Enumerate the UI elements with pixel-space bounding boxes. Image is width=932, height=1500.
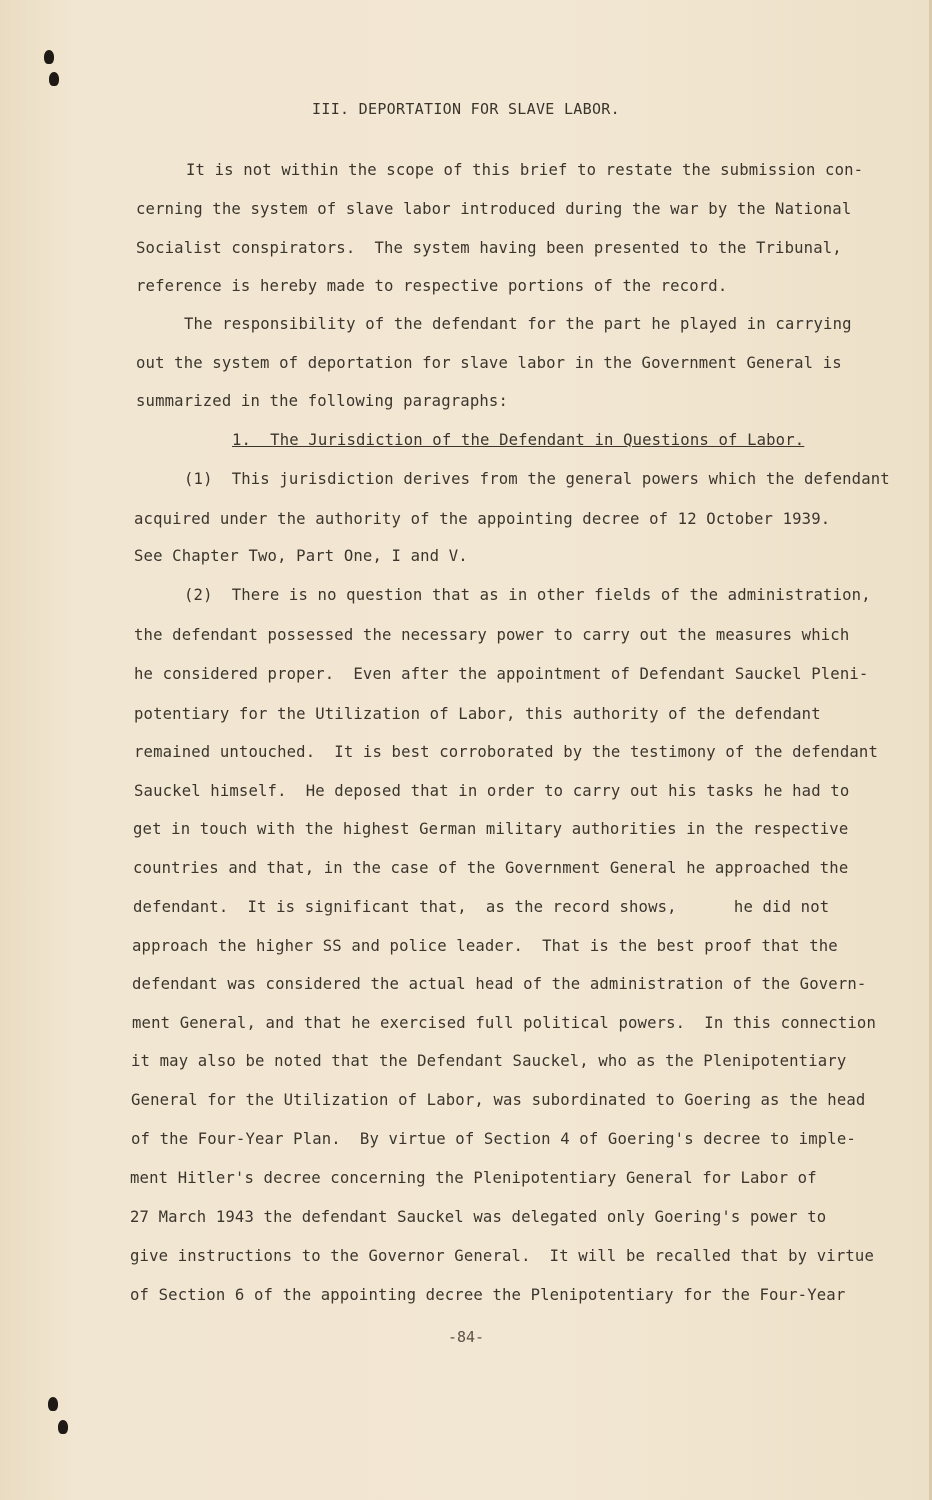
punch-hole-bottom-2 [58, 1420, 68, 1434]
page-number: -84- [447, 1328, 485, 1346]
text-line: It is not within the scope of this brief to restate the submission con- [186, 161, 864, 179]
subsection-heading: 1. The Jurisdiction of the Defendant in Questions of Labor. [232, 431, 805, 449]
text-line: ment Hitler's decree concerning the Plenipotentiary General for Labor of [130, 1169, 817, 1187]
punch-hole-top-2 [49, 72, 59, 86]
text-line: he considered proper. Even after the appointment of Defendant Sauckel Pleni- [134, 665, 869, 683]
text-line: (1) This jurisdiction derives from the general powers which the defendant [184, 470, 890, 488]
text-line: General for the Utilization of Labor, was subordinated to Goering as the head [131, 1091, 866, 1109]
text-line: it may also be noted that the Defendant Sauckel, who as the Plenipotentiary [131, 1052, 847, 1070]
text-line: of Section 6 of the appointing decree the Plenipotentiary for the Four-Year [130, 1286, 846, 1304]
punch-hole-bottom-1 [48, 1397, 58, 1411]
text-line: cerning the system of slave labor introduced during the war by the National [136, 200, 852, 218]
text-line: of the Four-Year Plan. By virtue of Section 4 of Goering's decree to imple- [131, 1130, 856, 1148]
text-line: approach the higher SS and police leader. That is the best proof that the [132, 937, 838, 955]
text-line: 27 March 1943 the defendant Sauckel was delegated only Goering's power to [130, 1208, 827, 1226]
text-line: reference is hereby made to respective portions of the record. [136, 277, 728, 295]
text-line: remained untouched. It is best corroborated by the testimony of the defendant [134, 743, 878, 761]
text-line: potentiary for the Utilization of Labor, this authority of the defendant [134, 705, 821, 723]
text-line: (2) There is no question that as in other fields of the administration, [184, 586, 871, 604]
text-line: Sauckel himself. He deposed that in order to carry out his tasks he had to [134, 782, 850, 800]
text-line: Socialist conspirators. The system having been presented to the Tribunal, [136, 239, 842, 257]
text-line: give instructions to the Governor General. It will be recalled that by virtue [130, 1247, 874, 1265]
text-line: The responsibility of the defendant for the part he played in carrying [184, 315, 852, 333]
text-line: See Chapter Two, Part One, I and V. [134, 547, 468, 565]
section-heading: III. DEPORTATION FOR SLAVE LABOR. [312, 100, 620, 118]
text-line: out the system of deportation for slave labor in the Government General is [136, 354, 842, 372]
text-line: defendant. It is significant that, as the record shows, he did not [133, 898, 830, 916]
text-line: the defendant possessed the necessary power to carry out the measures which [134, 626, 850, 644]
text-line: countries and that, in the case of the Government General he approached the [133, 859, 849, 877]
text-line: ment General, and that he exercised full political powers. In this connection [132, 1014, 876, 1032]
text-line: acquired under the authority of the appointing decree of 12 October 1939. [134, 510, 831, 528]
text-line: summarized in the following paragraphs: [136, 392, 508, 410]
punch-hole-top-1 [44, 50, 54, 64]
text-line: get in touch with the highest German military authorities in the respective [133, 820, 849, 838]
text-line: defendant was considered the actual head of the administration of the Govern- [132, 975, 867, 993]
